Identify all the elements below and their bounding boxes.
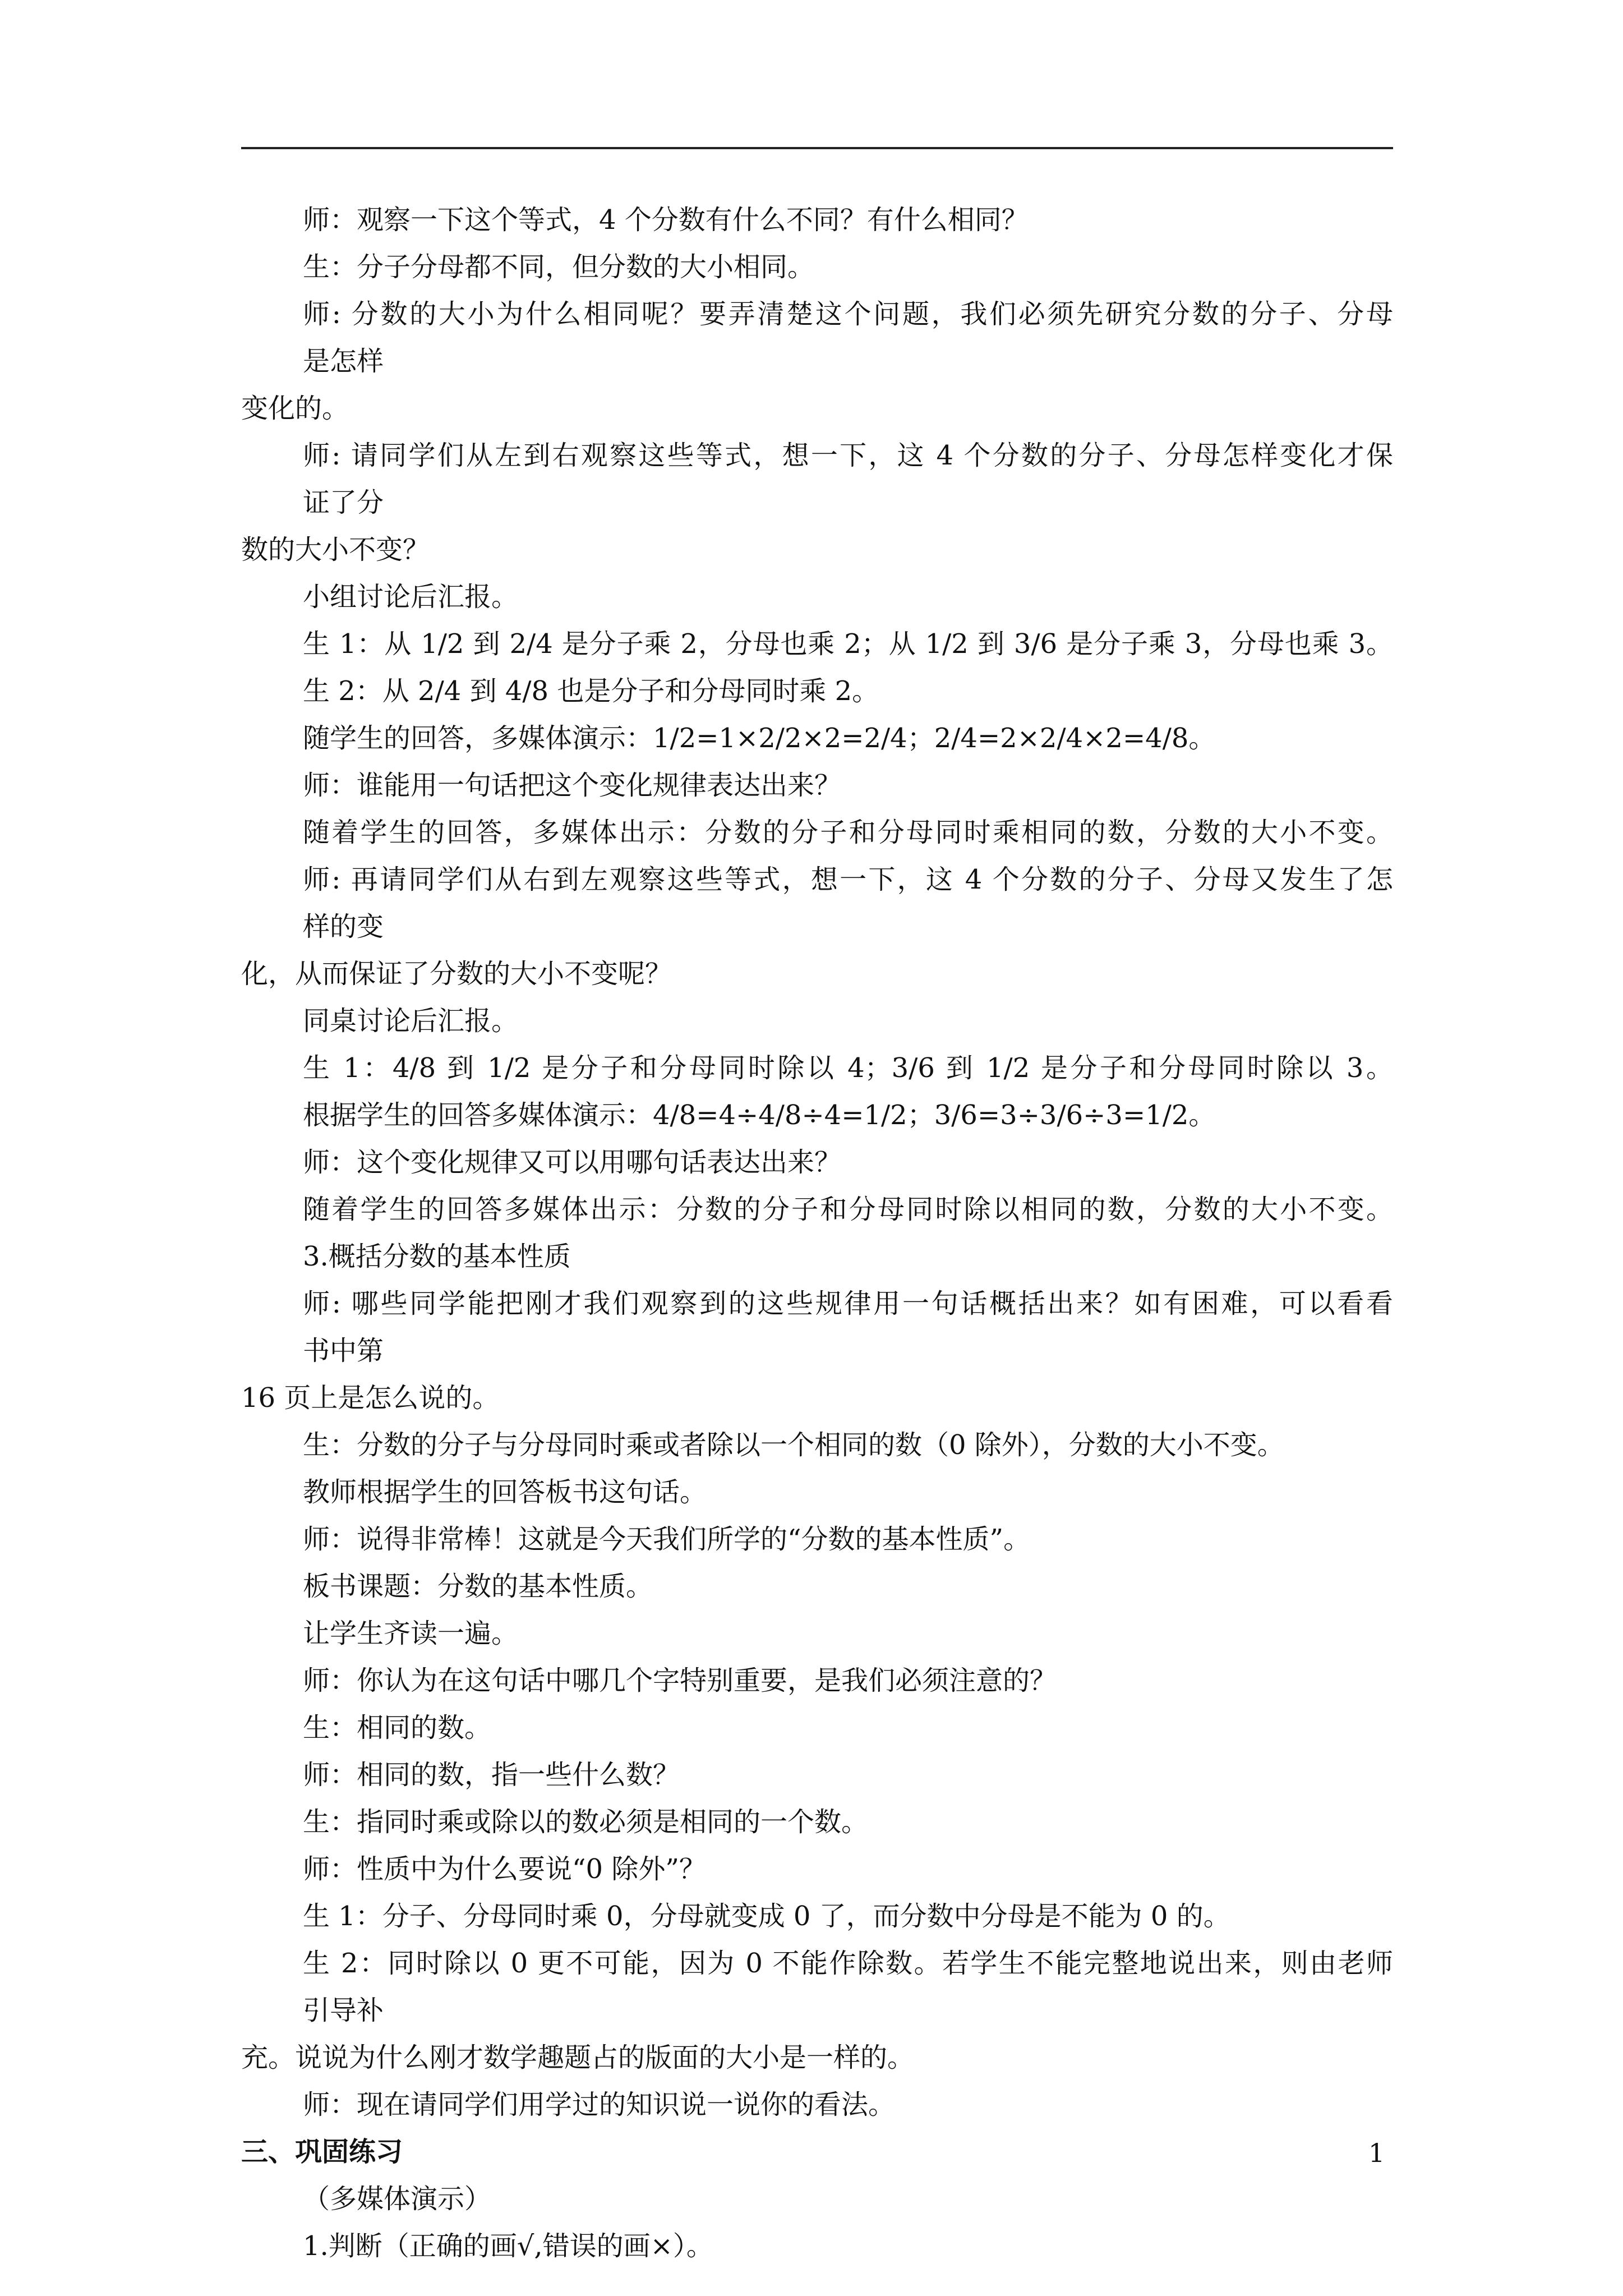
paragraph-line: 随着学生的回答，多媒体出示：分数的分子和分母同时乘相同的数，分数的大小不变。 (303, 817, 1393, 848)
paragraph-line: 同桌讨论后汇报。 (303, 1005, 519, 1037)
paragraph-line: 生 1：从 1/2 到 2/4 是分子乘 2，分母也乘 2；从 1/2 到 3/6 是分子乘 3，分母也乘 3。 (303, 628, 1393, 660)
paragraph-line: 生：分数的分子与分母同时乘或者除以一个相同的数（0 除外），分数的大小不变。 (303, 1429, 1284, 1461)
paragraph-line: 板书课题：分数的基本性质。 (303, 1571, 653, 1602)
paragraph-line: 书中第 (303, 1335, 384, 1366)
paragraph-line: 生：相同的数。 (303, 1712, 492, 1743)
paragraph-line: 师: 请同学们从左到右观察这些等式，想一下，这 4 个分数的分子、分母怎样变化才保 (303, 440, 1393, 471)
paragraph-line: 师：你认为在这句话中哪几个字特别重要，是我们必须注意的？ (303, 1665, 1057, 1696)
paragraph-line: 生 2：同时除以 0 更不可能，因为 0 不能作除数。若学生不能完整地说出来，则由老师 (303, 1948, 1393, 1979)
paragraph-line: 师：观察一下这个等式，4 个分数有什么不同？有什么相同？ (303, 204, 1029, 236)
section-heading: 三、巩固练习 (241, 2136, 403, 2168)
paragraph-line: 生 1：4/8 到 1/2 是分子和分母同时除以 4；3/6 到 1/2 是分子和分母同时除以 3。 (303, 1052, 1393, 1084)
paragraph-line: 师: 哪些同学能把刚才我们观察到的这些规律用一句话概括出来？如有困难，可以看看 (303, 1288, 1393, 1319)
paragraph-line: 生：分子分母都不同，但分数的大小相同。 (303, 251, 815, 283)
paragraph-line: 证了分 (303, 487, 384, 518)
paragraph-line: 师：说得非常棒！这就是今天我们所学的“分数的基本性质”。 (303, 1524, 1031, 1555)
paragraph-line: 随学生的回答，多媒体演示：1/2=1×2/2×2=2/4；2/4=2×2/4×2=4/8。 (303, 723, 1216, 754)
document-body (241, 196, 1393, 2270)
paragraph-line: 师: 再请同学们从右到左观察这些等式，想一下，这 4 个分数的分子、分母又发生了怎 (303, 864, 1393, 895)
paragraph-line: 根据学生的回答多媒体演示：4/8=4÷4/8÷4=1/2；3/6=3÷3/6÷3=1/2。 (303, 1099, 1216, 1131)
paragraph-line: 样的变 (303, 911, 384, 942)
page-number: 1 (1368, 2138, 1385, 2168)
paragraph-line: 师：性质中为什么要说“0 除外”？ (303, 1853, 706, 1885)
paragraph-line: 生 1：分子、分母同时乘 0，分母就变成 0 了，而分数中分母是不能为 0 的。 (303, 1901, 1230, 1932)
paragraph-line: 师：相同的数，指一些什么数？ (303, 1759, 680, 1791)
paragraph-line: 教师根据学生的回答板书这句话。 (303, 1476, 707, 1508)
paragraph-line: 是怎样 (303, 346, 384, 377)
paragraph-line: 小组讨论后汇报。 (303, 581, 519, 613)
paragraph-line: 3.概括分数的基本性质 (303, 1241, 571, 1272)
paragraph-line: 16 页上是怎么说的。 (241, 1382, 500, 1414)
paragraph-line: 师：这个变化规律又可以用哪句话表达出来？ (303, 1147, 842, 1178)
paragraph-line: 引导补 (303, 1995, 384, 2026)
paragraph-line: 生 2：从 2/4 到 4/8 也是分子和分母同时乘 2。 (303, 675, 879, 707)
paragraph-line: 1.判断（正确的画√,错误的画×）。 (303, 2230, 713, 2262)
paragraph-line: 化，从而保证了分数的大小不变呢？ (241, 958, 672, 990)
header-rule (241, 147, 1393, 149)
paragraph-line: 生：指同时乘或除以的数必须是相同的一个数。 (303, 1806, 869, 1838)
paragraph-line: 随着学生的回答多媒体出示：分数的分子和分母同时除以相同的数，分数的大小不变。 (303, 1194, 1393, 1225)
paragraph-line: 充。说说为什么刚才数学趣题占的版面的大小是一样的。 (241, 2042, 915, 2073)
paragraph-line: （多媒体演示） (303, 2183, 492, 2215)
paragraph-line: 让学生齐读一遍。 (303, 1618, 519, 1649)
paragraph-line: 师: 分数的大小为什么相同呢？要弄清楚这个问题，我们必须先研究分数的分子、分母 (303, 298, 1393, 330)
paragraph-line: 师：谁能用一句话把这个变化规律表达出来？ (303, 770, 842, 801)
paragraph-line: 变化的。 (241, 393, 349, 424)
paragraph-line: 数的大小不变？ (241, 534, 430, 565)
paragraph-line: 师：现在请同学们用学过的知识说一说你的看法。 (303, 2089, 896, 2120)
